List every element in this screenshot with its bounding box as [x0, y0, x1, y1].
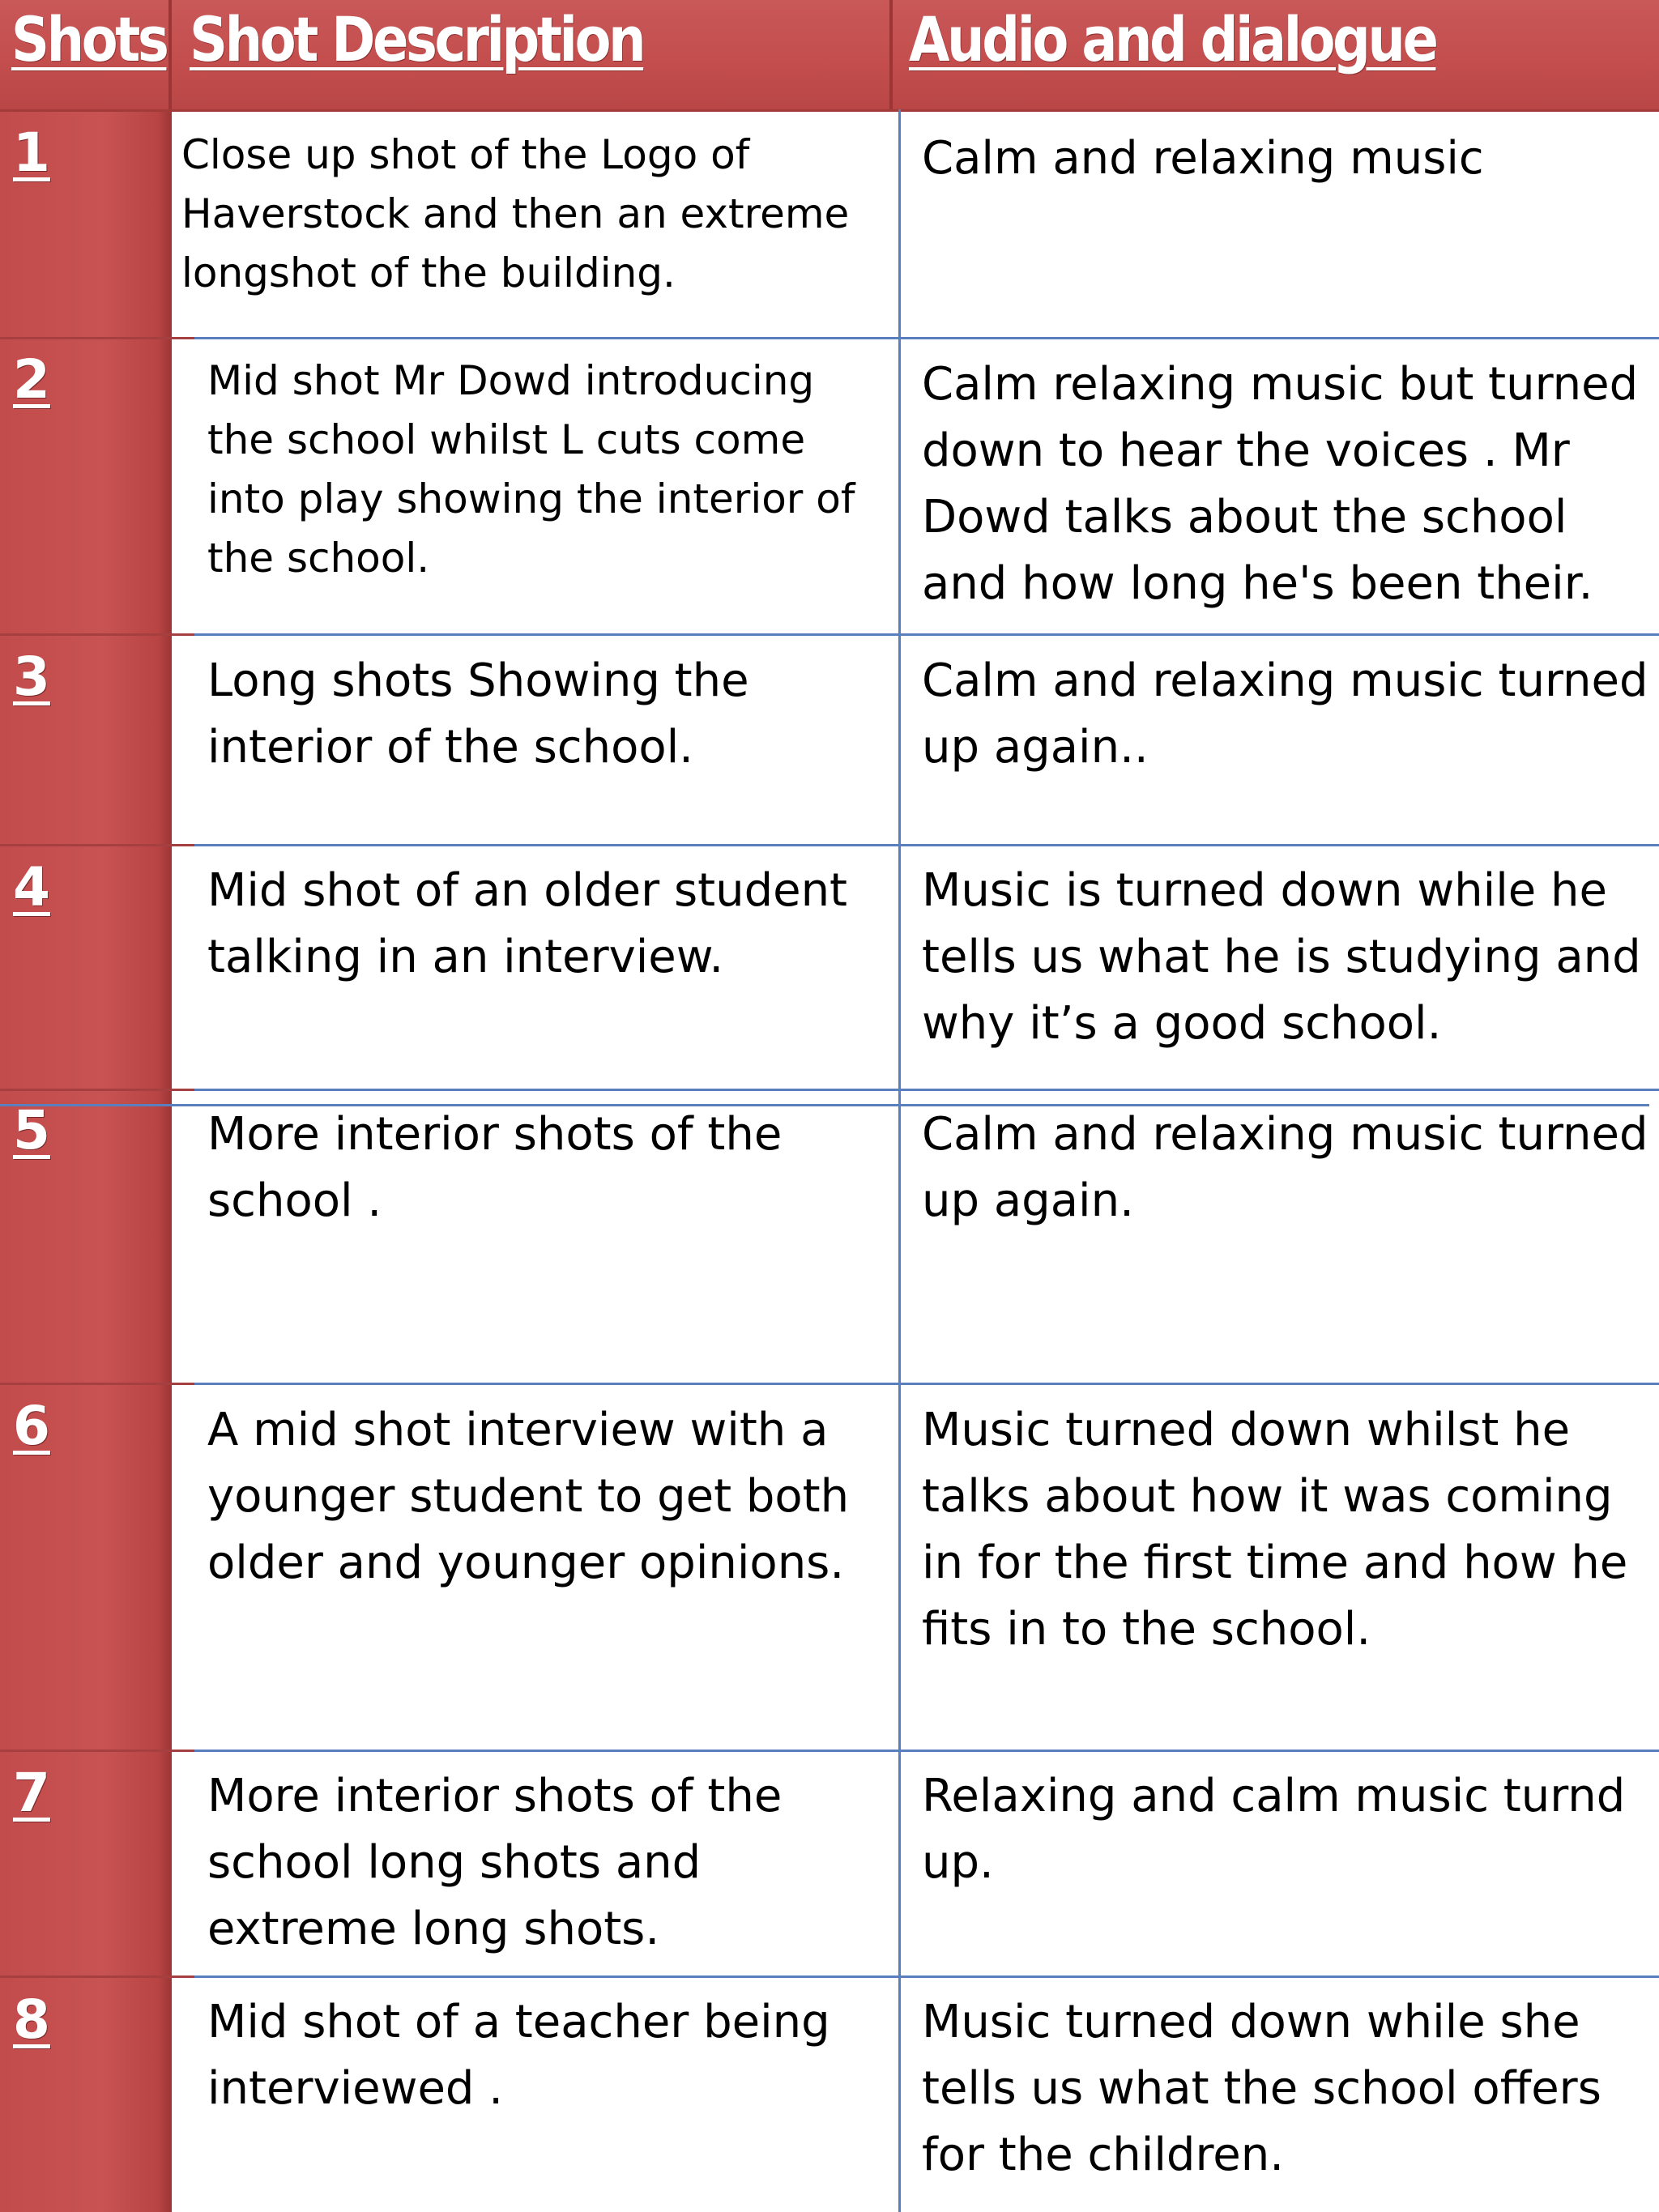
audio-line: Dowd talks about the school: [922, 491, 1567, 543]
shot-number: 7: [13, 1762, 50, 1824]
description-line: interior of the school.: [207, 721, 693, 774]
shot-divider: [0, 1383, 194, 1385]
shot-divider: [0, 337, 194, 339]
shot-divider: [0, 844, 194, 846]
shot-number: 6: [13, 1395, 50, 1457]
audio-line: up again..: [922, 721, 1149, 774]
description-line: the school whilst L cuts come: [207, 416, 806, 463]
audio-dialogue: [922, 1102, 1648, 1234]
description-line: younger student to get both: [207, 1470, 850, 1523]
row-divider: [172, 1383, 1659, 1385]
audio-line: why it’s a good school.: [922, 997, 1442, 1050]
shot-description: [207, 648, 749, 781]
header-shots: Shots: [11, 3, 167, 75]
audio-line: Relaxing and calm music turnd: [922, 1770, 1626, 1822]
description-line: extreme long shots.: [207, 1903, 660, 1955]
audio-dialogue: [922, 1763, 1625, 1896]
audio-line: tells us what he is studying and: [922, 931, 1641, 983]
shot-description: [207, 1989, 830, 2122]
audio-dialogue: [922, 648, 1648, 781]
audio-line: up.: [922, 1836, 994, 1889]
audio-line: up again.: [922, 1174, 1134, 1227]
shot-number: 4: [13, 856, 50, 918]
description-line: longshot of the building.: [181, 249, 676, 296]
shot-number: 2: [13, 348, 50, 411]
row-divider: [172, 337, 1659, 339]
audio-dialogue: [922, 126, 1484, 192]
description-line: A mid shot interview with a: [207, 1404, 829, 1456]
row-divider: [172, 844, 1659, 846]
description-line: school long shots and: [207, 1836, 702, 1889]
row-divider: [172, 1089, 1659, 1091]
description-line: More interior shots of the: [207, 1108, 783, 1161]
shot-number: 1: [13, 121, 50, 184]
header-shot-description: Shot Description: [190, 3, 644, 75]
audio-line: talks about how it was coming: [922, 1470, 1613, 1523]
audio-line: Music is turned down while he: [922, 864, 1607, 917]
header-audio-dialogue: Audio and dialogue: [909, 3, 1436, 75]
audio-line: Calm and relaxing music turned: [922, 654, 1648, 707]
shot-description: [207, 1397, 849, 1596]
shot-description: [181, 126, 849, 303]
audio-line: and how long he's been their.: [922, 557, 1593, 610]
audio-line: Music turned down whilst he: [922, 1404, 1571, 1456]
shot-number: 3: [13, 646, 50, 708]
description-line: talking in an interview.: [207, 931, 724, 983]
audio-line: fits in to the school.: [922, 1603, 1371, 1656]
shot-description: [207, 352, 855, 588]
description-line: the school.: [207, 535, 430, 582]
description-line: into play showing the interior of: [207, 475, 855, 522]
description-line: Mid shot Mr Dowd introducing: [207, 357, 815, 404]
table-header: [0, 0, 1659, 112]
audio-dialogue: [922, 1397, 1627, 1663]
description-line: interviewed .: [207, 2062, 504, 2115]
description-line: school .: [207, 1174, 382, 1227]
description-line: Haverstock and then an extreme: [181, 190, 850, 237]
shot-description: [207, 1763, 782, 1963]
row-divider: [172, 633, 1659, 636]
shot-divider: [0, 1750, 194, 1752]
header-divider: [889, 0, 893, 109]
shot-divider: [0, 633, 194, 636]
description-line: More interior shots of the: [207, 1770, 783, 1822]
audio-line: for the children.: [922, 2129, 1284, 2181]
shot-description: [207, 858, 847, 991]
audio-line: Calm relaxing music but turned: [922, 358, 1639, 411]
shot-divider: [0, 1975, 194, 1978]
header-divider: [168, 0, 172, 109]
audio-line: Calm and relaxing music turned: [922, 1108, 1648, 1161]
row-divider: [172, 1975, 1659, 1978]
shot-number: 8: [13, 1988, 50, 2051]
audio-line: Calm and relaxing music: [922, 132, 1484, 185]
shot-number: 5: [13, 1099, 50, 1161]
description-line: Close up shot of the Logo of: [181, 131, 750, 178]
row-divider: [172, 1750, 1659, 1752]
audio-line: down to hear the voices . Mr: [922, 424, 1570, 477]
audio-dialogue: [922, 858, 1641, 1057]
description-line: Mid shot of an older student: [207, 864, 848, 917]
audio-line: in for the first time and how he: [922, 1536, 1628, 1589]
audio-line: Music turned down while she: [922, 1996, 1580, 2048]
column-divider: [898, 109, 901, 2212]
shot-description: [207, 1102, 782, 1234]
description-line: Long shots Showing the: [207, 654, 749, 707]
description-line: older and younger opinions.: [207, 1536, 845, 1589]
audio-dialogue: [922, 352, 1638, 617]
audio-line: tells us what the school offers: [922, 2062, 1601, 2115]
audio-dialogue: [922, 1989, 1601, 2189]
shot-divider: [0, 1089, 194, 1091]
description-line: Mid shot of a teacher being: [207, 1996, 830, 2048]
